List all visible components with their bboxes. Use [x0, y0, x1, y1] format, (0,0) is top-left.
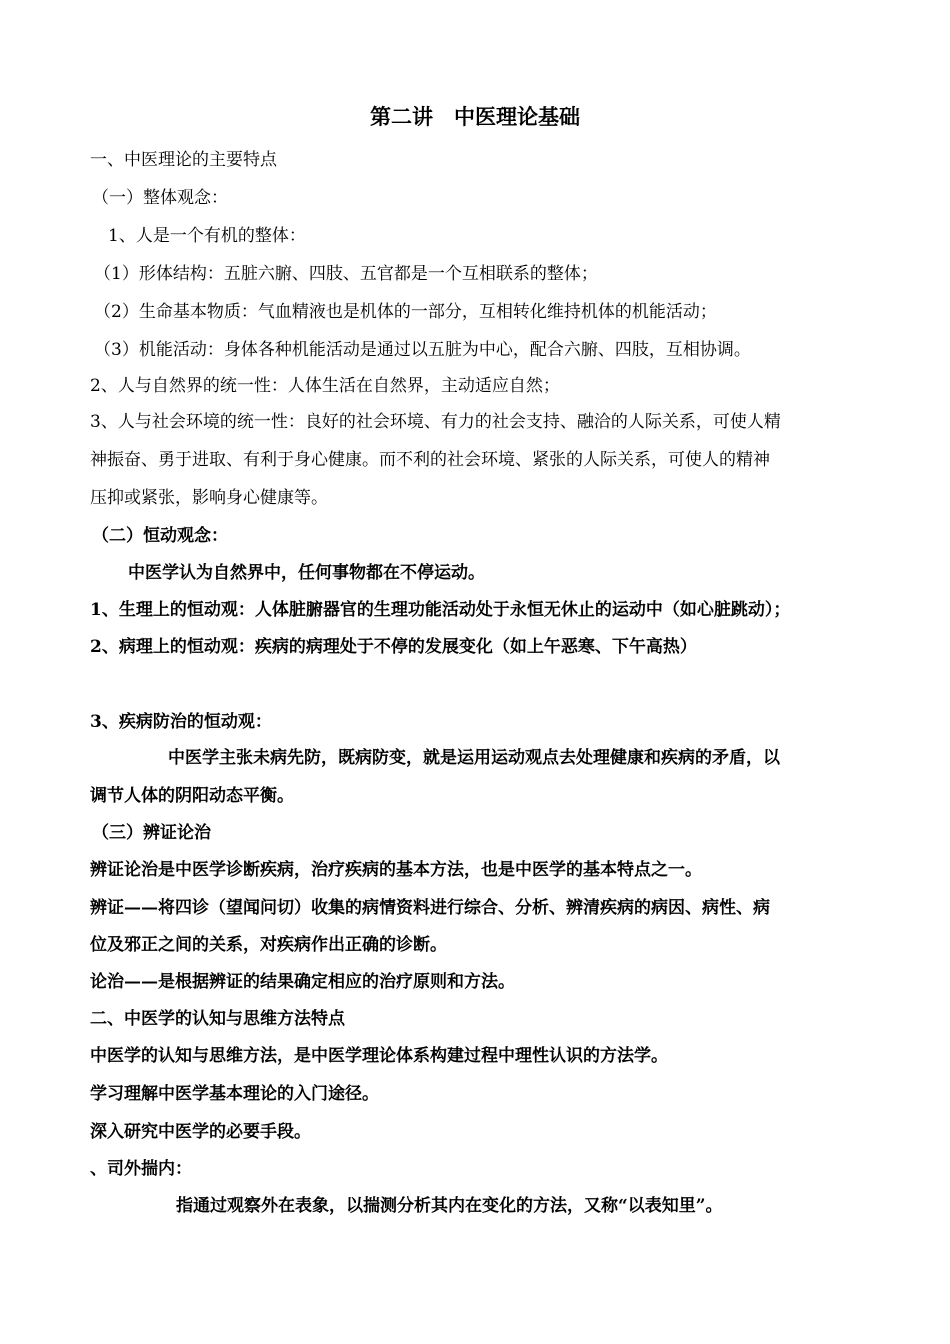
page-title: 第二讲 中医理论基础	[370, 104, 580, 129]
para-prevention-2: 调节人体的阴阳动态平衡。	[90, 786, 294, 806]
para-cognition-2: 学习理解中医学基本理论的入门途径。	[90, 1084, 379, 1104]
heading-constant-motion: （二）恒动观念：	[92, 526, 228, 546]
item-life-substance: （2）生命基本物质：气血精液也是机体的一部分，互相转化维持机体的机能活动；	[94, 302, 717, 322]
item-society-unity-3: 压抑或紧张，影响身心健康等。	[90, 488, 328, 508]
para-prevention-1: 中医学主张未病先防，既病防变，就是运用运动观点去处理健康和疾病的矛盾，以	[168, 748, 780, 768]
para-syndrome-def: 辨证论治是中医学诊断疾病，治疗疾病的基本方法，也是中医学的基本特点之一。	[90, 860, 702, 880]
para-motion-intro: 中医学认为自然界中，任何事物都在不停运动。	[128, 563, 485, 583]
item-society-unity-2: 神振奋、勇于进取、有利于身心健康。而不利的社会环境、紧张的人际关系，可使人的精神	[90, 450, 770, 470]
item-prevention-motion: 3、疾病防治的恒动观：	[90, 712, 272, 732]
para-lunzhi: 论治——是根据辨证的结果确定相应的治疗原则和方法。	[90, 972, 515, 992]
item-nature-unity: 2、人与自然界的统一性：人体生活在自然界，主动适应自然；	[90, 376, 560, 396]
item-body-structure: （1）形体结构：五脏六腑、四肢、五官都是一个互相联系的整体；	[94, 264, 598, 284]
heading-syndrome-treatment: （三）辨证论治	[92, 823, 211, 843]
item-society-unity-1: 3、人与社会环境的统一性：良好的社会环境、有力的社会支持、融洽的人际关系，可使人精	[90, 412, 781, 432]
para-bianzheng-2: 位及邪正之间的关系，对疾病作出正确的诊断。	[90, 935, 447, 955]
heading-main-features: 一、中医理论的主要特点	[90, 150, 277, 170]
heading-sisi-chuainei: 、司外揣内：	[90, 1159, 192, 1179]
heading-holism: （一）整体观念：	[92, 188, 228, 208]
para-bianzheng-1: 辨证——将四诊（望闻问切）收集的病情资料进行综合、分析、辨清疾病的病因、病性、病	[90, 898, 770, 918]
para-sisi-chuainei: 指通过观察外在表象，以揣测分析其内在变化的方法，又称“以表知里”。	[176, 1196, 723, 1216]
heading-cognition-methods: 二、中医学的认知与思维方法特点	[90, 1009, 345, 1029]
para-cognition-3: 深入研究中医学的必要手段。	[90, 1122, 311, 1142]
item-organic-whole: 1、人是一个有机的整体：	[108, 226, 306, 246]
item-pathology-motion: 2、病理上的恒动观：疾病的病理处于不停的发展变化（如上午恶寒、下午高热）	[90, 637, 697, 657]
para-cognition-1: 中医学的认知与思维方法，是中医学理论体系构建过程中理性认识的方法学。	[90, 1046, 668, 1066]
item-physiology-motion: 1、生理上的恒动观：人体脏腑器官的生理功能活动处于永恒无休止的运动中（如心脏跳动）；	[90, 600, 791, 620]
item-function-activity: （3）机能活动：身体各种机能活动是通过以五脏为中心，配合六腑、四肢，互相协调。	[94, 340, 751, 360]
